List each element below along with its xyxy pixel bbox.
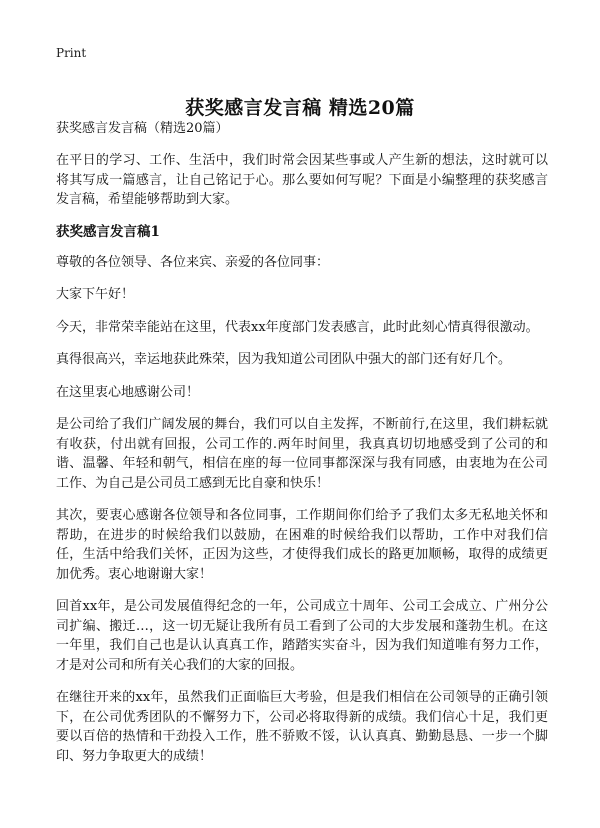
article-subtitle: 获奖感言发言稿（精选20篇） — [56, 121, 229, 136]
page-title: 获奖感言发言稿 精选20篇 — [185, 96, 415, 119]
paragraph-salutation: 尊敬的各位领导、各位来宾、亲爱的各位同事： — [56, 254, 330, 270]
print-link[interactable]: Print — [56, 46, 87, 60]
paragraph: 其次，要衷心感谢各位领导和各位同事，工作期间你们给予了我们太多无私地关怀和帮助，在进步的时候给我们以鼓励，在困难的时候给我们以帮助，工作中对我们信任，生活中给我们关怀，正因为这些，才使得我们成长的路更加顺畅，取得的成绩更加优秀。衷心地谢谢大家！ — [56, 508, 548, 582]
section-heading: 获奖感言发言稿1 — [56, 223, 160, 240]
paragraph-greeting: 大家下午好！ — [56, 287, 135, 302]
paragraph: 真得很高兴，幸运地获此殊荣，因为我知道公司团队中强大的部门还有好几个。 — [56, 352, 512, 367]
paragraph: 在这里衷心地感谢公司！ — [56, 384, 200, 400]
intro-paragraph: 在平日的学习、工作、生活中，我们时常会因某些事或人产生新的想法，这时就可以将其写成一篇感言，让自己铭记于心。那么要如何写呢？下面是小编整理的获奖感言发言稿，希望能够帮助到大家。 — [56, 153, 548, 207]
paragraph: 今天，非常荣幸能站在这里，代表xx年度部门发表感言，此时此刻心情真得很激动。 — [56, 319, 539, 335]
paragraph: 在继往开来的xx年，虽然我们正面临巨大考验，但是我们相信在公司领导的正确引领下，在公司优秀团队的不懈努力下，公司必将取得新的成绩。我们信心十足，我们更要以百倍的热情和干劲投入工作，胜不骄败不馁，认认真真、勤勤恳恳、一步一个脚印、努力争取更大的成绩！ — [56, 690, 548, 764]
article-body — [56, 120, 548, 779]
paragraph: 是公司给了我们广阔发展的舞台，我们可以自主发挥，不断前行,在这里，我们耕耘就有收获，付出就有回报，公司工作的.两年时间里，我真真切切地感受到了公司的和谐、温馨、年轻和朝气，相信在座的每一位同事都深深与我有同感，由衷地为在公司工作、为自己是公司员工感到无比自豪和快乐！ — [56, 417, 548, 491]
paragraph: 回首xx年，是公司发展值得纪念的一年，公司成立十周年、公司工会成立、广州分公司扩编、搬迁…，这一切无疑让我所有员工看到了公司的大步发展和蓬勃生机。在这一年里，我们自己也是认认真真工作，踏踏实实奋斗，因为我们知道唯有努力工作，才是对公司和所有关心我们的大家的回报。 — [56, 599, 548, 673]
